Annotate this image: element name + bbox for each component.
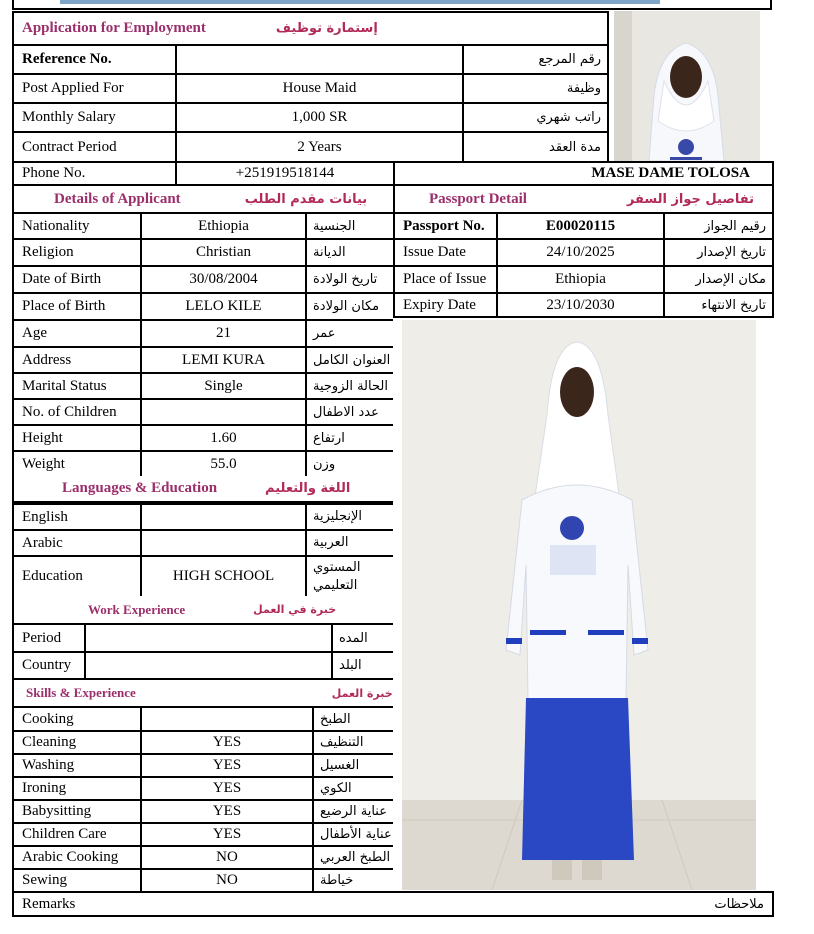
skill-value (140, 706, 312, 730)
language-label-ar: المستوي التعليمي (305, 555, 393, 596)
top-value (175, 44, 462, 73)
detail-value: Christian (140, 238, 305, 265)
passport-value: 23/10/2030 (496, 292, 663, 318)
top-label: Monthly Salary (12, 102, 175, 131)
passport-value: Ethiopia (496, 265, 663, 292)
details-title-ar: بيانات مقدم الطلب (244, 191, 368, 207)
skill-value: NO (140, 845, 312, 868)
remarks-row (12, 891, 774, 917)
passport-section-title (393, 186, 774, 212)
language-value (140, 503, 305, 529)
detail-value: Single (140, 372, 305, 398)
detail-label-ar: مكان الولادة (305, 292, 393, 319)
work-title-en: Work Experience (88, 601, 186, 617)
work-value (84, 651, 331, 678)
skill-value: YES (140, 753, 312, 776)
skills-title-en: Skills & Experience (26, 685, 136, 700)
detail-label: Age (12, 319, 140, 346)
skill-label-ar: الكوي (312, 776, 393, 799)
passport-label-ar: رقيم الجواز (663, 212, 774, 238)
language-label-ar: الإنجليزية (305, 503, 393, 529)
detail-value: LELO KILE (140, 292, 305, 319)
skill-label: Cleaning (12, 730, 140, 753)
top-label-ar: مدة العقد (462, 131, 609, 161)
detail-label: No. of Children (12, 398, 140, 424)
detail-label-ar: الديانة (305, 238, 393, 265)
skills-title-ar: خبرة العمل (331, 686, 393, 700)
work-label-ar: المده (331, 623, 393, 651)
passport-label: Issue Date (393, 238, 496, 265)
detail-label-ar: عدد الاطفال (305, 398, 393, 424)
skill-value: NO (140, 868, 312, 891)
passport-label: Passport No. (393, 212, 496, 238)
top-label: Contract Period (12, 131, 175, 161)
language-label: English (12, 503, 140, 529)
passport-label-ar: تاريخ الإصدار (663, 238, 774, 265)
top-label-ar: رقم المرجع (462, 44, 609, 73)
remarks-label-ar: ملاحظات (714, 896, 764, 912)
skill-label-ar: الغسيل (312, 753, 393, 776)
top-blue-strip (60, 0, 660, 4)
skill-label-ar: خياطة (312, 868, 393, 891)
work-label: Period (12, 623, 84, 651)
skill-label-ar: الطبخ (312, 706, 393, 730)
top-label-ar: راتب شهري (462, 102, 609, 131)
top-label: Post Applied For (12, 73, 175, 102)
work-section-title (12, 596, 393, 623)
detail-value (140, 398, 305, 424)
skill-label: Children Care (12, 822, 140, 845)
detail-label-ar: وزن (305, 450, 393, 476)
application-title-row (12, 11, 609, 44)
passport-label: Expiry Date (393, 292, 496, 318)
top-label-ar: وظيفة (462, 73, 609, 102)
top-value: House Maid (175, 73, 462, 102)
language-label: Education (12, 555, 140, 596)
detail-value: 21 (140, 319, 305, 346)
skill-value: YES (140, 822, 312, 845)
skill-label: Cooking (12, 706, 140, 730)
languages-title-en: Languages & Education (62, 480, 218, 496)
remarks-label-en: Remarks (22, 895, 76, 912)
passport-title-en: Passport Detail (429, 190, 527, 207)
work-label: Country (12, 651, 84, 678)
language-label: Arabic (12, 529, 140, 555)
skills-section-title (12, 678, 393, 706)
work-value (84, 623, 331, 651)
work-label-ar: البلد (331, 651, 393, 678)
detail-label-ar: تاريخ الولادة (305, 265, 393, 292)
skill-label-ar: التنظيف (312, 730, 393, 753)
details-title-en: Details of Applicant (54, 190, 181, 207)
application-title-en: Application for Employment (22, 20, 206, 36)
passport-label-ar: مكان الإصدار (663, 265, 774, 292)
detail-label: Religion (12, 238, 140, 265)
skill-value: YES (140, 799, 312, 822)
top-label: Reference No. (12, 44, 175, 73)
skill-label: Sewing (12, 868, 140, 891)
top-value: 1,000 SR (175, 102, 462, 131)
detail-label-ar: عمر (305, 319, 393, 346)
passport-label: Place of Issue (393, 265, 496, 292)
phone-label: Phone No. (12, 161, 175, 186)
detail-value: 1.60 (140, 424, 305, 450)
detail-label: Weight (12, 450, 140, 476)
passport-value: 24/10/2025 (496, 238, 663, 265)
work-title-ar: خبرة في العمل (253, 603, 337, 616)
applicant-photo-small (614, 11, 760, 161)
top-value: 2 Years (175, 131, 462, 161)
applicant-photo-small-image (614, 11, 760, 161)
detail-label: Place of Birth (12, 292, 140, 319)
language-value: HIGH SCHOOL (140, 555, 305, 596)
applicant-name: MASE DAME TOLOSA (393, 161, 774, 186)
passport-value: E00020115 (496, 212, 663, 238)
passport-title-ar: تفاصيل جواز السفر (626, 191, 755, 207)
language-value (140, 529, 305, 555)
detail-value: 55.0 (140, 450, 305, 476)
skill-label: Ironing (12, 776, 140, 799)
skill-value: YES (140, 776, 312, 799)
detail-label-ar: ارتفاع (305, 424, 393, 450)
skill-label: Arabic Cooking (12, 845, 140, 868)
detail-label: Height (12, 424, 140, 450)
languages-title-ar: اللغة والتعليم (265, 481, 351, 496)
skill-label-ar: الطبخ العربي (312, 845, 393, 868)
skill-label-ar: عناية الأطفال (312, 822, 393, 845)
passport-label-ar: تاريخ الانتهاء (663, 292, 774, 318)
languages-section-title (12, 476, 393, 503)
detail-label-ar: الجنسية (305, 212, 393, 238)
detail-label-ar: الحالة الزوجية (305, 372, 393, 398)
detail-label-ar: العنوان الكامل (305, 346, 393, 372)
detail-value: LEMI KURA (140, 346, 305, 372)
detail-value: Ethiopia (140, 212, 305, 238)
skill-label: Washing (12, 753, 140, 776)
language-label-ar: العربية (305, 529, 393, 555)
applicant-photo-full-image (402, 320, 756, 890)
detail-label: Address (12, 346, 140, 372)
applicant-photo-full (402, 320, 756, 890)
skill-label: Babysitting (12, 799, 140, 822)
detail-label: Date of Birth (12, 265, 140, 292)
detail-value: 30/08/2004 (140, 265, 305, 292)
phone-value: +251919518144 (175, 161, 393, 186)
skill-label-ar: عناية الرضيع (312, 799, 393, 822)
detail-label: Nationality (12, 212, 140, 238)
details-section-title (12, 186, 393, 212)
application-title-ar: إستمارة توظيف (275, 21, 378, 36)
skill-value: YES (140, 730, 312, 753)
detail-label: Marital Status (12, 372, 140, 398)
